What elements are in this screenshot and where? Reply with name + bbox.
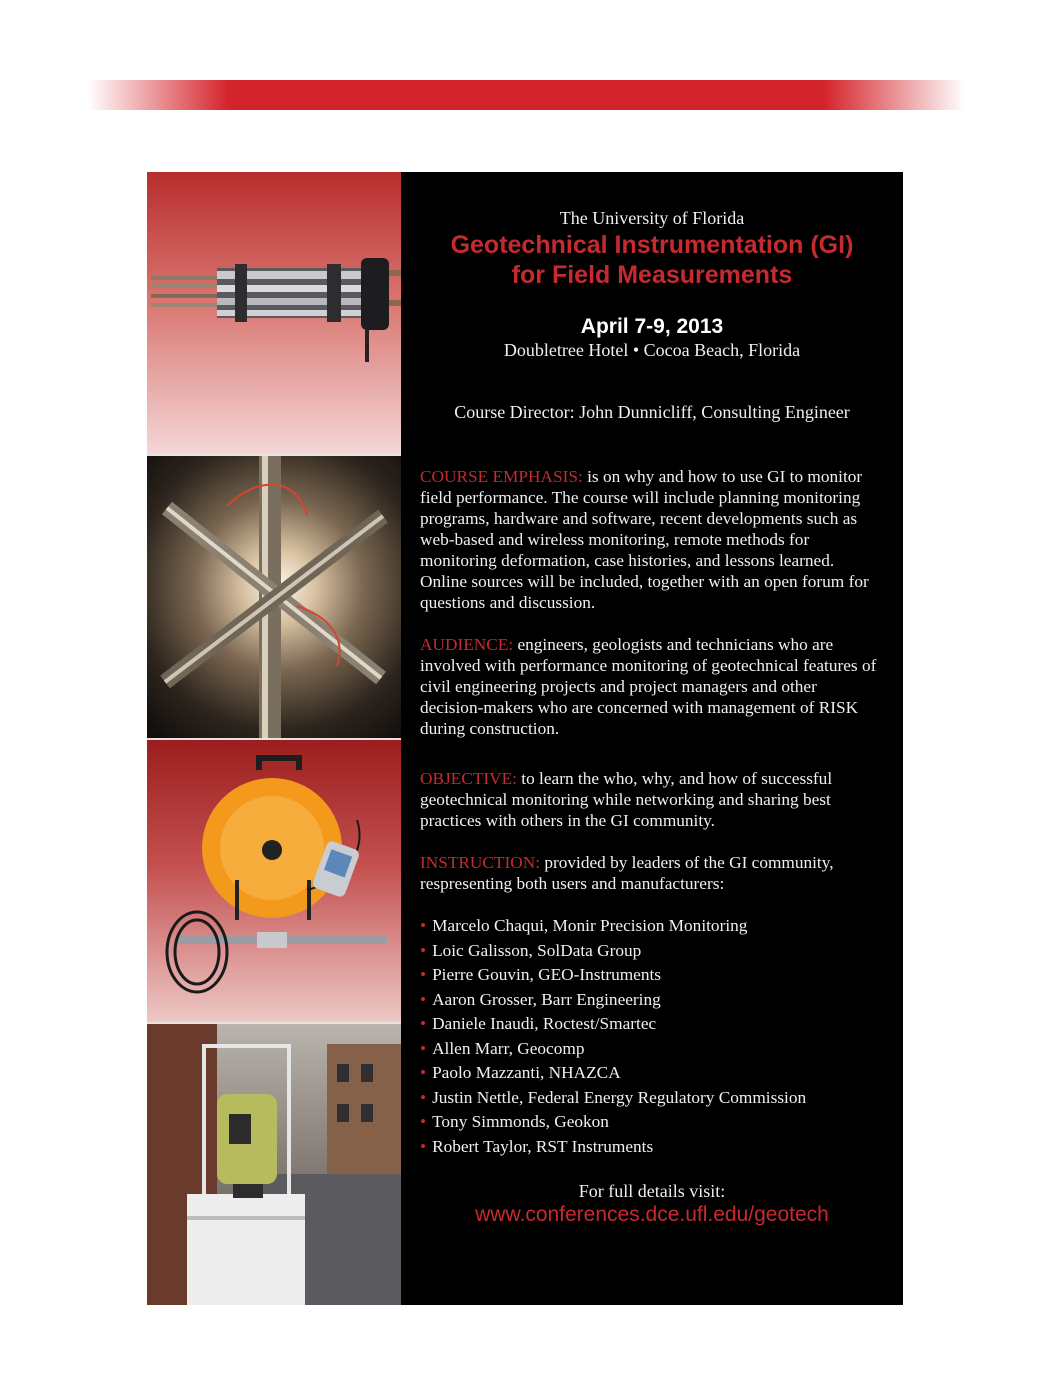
list-item: • Daniele Inaudi, Roctest/Smartec	[420, 1012, 890, 1037]
list-item: • Pierre Gouvin, GEO-Instruments	[420, 963, 890, 988]
instruction-section	[420, 852, 882, 894]
list-item: • Aaron Grosser, Barr Engineering	[420, 988, 890, 1013]
list-item: • Marcelo Chaqui, Monir Precision Monitoring	[420, 914, 890, 939]
objective-section	[420, 768, 882, 831]
instruction-label: INSTRUCTION:	[420, 853, 541, 872]
course-date: April 7-9, 2013	[580, 315, 724, 338]
cable-reel-photo	[147, 740, 401, 1024]
emphasis-section	[420, 466, 882, 613]
list-item: • Loic Galisson, SolData Group	[420, 939, 890, 964]
objective-text: to learn the who, why, and how of successful geotechnical monitoring while networking and sharing best practices with others in the GI community.	[420, 769, 833, 830]
list-item: • Paolo Mazzanti, NHAZCA	[420, 1061, 890, 1086]
emphasis-text: is on why and how to use GI to monitor field performance. The course will include planning monitoring programs, hardware and software, recent developments such as web-based and wireless monitoring, remote methods for monitoring deformation, case histories, and lessons learned. Online sources will be included, together with an open forum for questions and discussion.	[420, 467, 869, 612]
list-item: • Justin Nettle, Federal Energy Regulatory Commission	[420, 1086, 890, 1111]
audience-section	[420, 634, 882, 739]
course-title	[401, 230, 903, 290]
list-item: • Tony Simmonds, Geokon	[420, 1110, 890, 1135]
course-title-line-2: for Field Measurements	[511, 261, 793, 289]
course-venue: Doubletree Hotel • Cocoa Beach, Florida	[503, 340, 801, 360]
flyer-text-panel	[401, 172, 903, 1305]
course-title-line-1: Geotechnical Instrumentation (GI)	[450, 231, 854, 259]
instruction-text: provided by leaders of the GI community, respresenting both users and manufacturers:	[420, 853, 834, 893]
inclinometer-photo	[147, 456, 401, 740]
audience-label: AUDIENCE:	[420, 635, 514, 654]
university-name: The University of Florida	[559, 208, 745, 228]
instructor-list	[420, 914, 890, 1159]
emphasis-label: COURSE EMPHASIS:	[420, 467, 583, 486]
details-prompt: For full details visit:	[578, 1181, 726, 1201]
extensometer-photo	[147, 172, 401, 456]
objective-label: OBJECTIVE:	[420, 769, 517, 788]
course-director: Course Director: John Dunnicliff, Consulting Engineer	[454, 402, 850, 422]
course-flyer	[147, 172, 903, 1305]
list-item: • Robert Taylor, RST Instruments	[420, 1135, 890, 1160]
top-red-banner	[88, 80, 965, 110]
list-item: • Allen Marr, Geocomp	[420, 1037, 890, 1062]
total-station-photo	[147, 1024, 401, 1305]
photo-column	[147, 172, 401, 1305]
details-url-link[interactable]: www.conferences.dce.ufl.edu/geotech	[475, 1203, 829, 1226]
audience-text: engineers, geologists and technicians who are involved with performance monitoring of geotechnical features of civil engineering projects and project managers and other decision-makers who are concerned with management of RISK during construction.	[420, 635, 877, 738]
